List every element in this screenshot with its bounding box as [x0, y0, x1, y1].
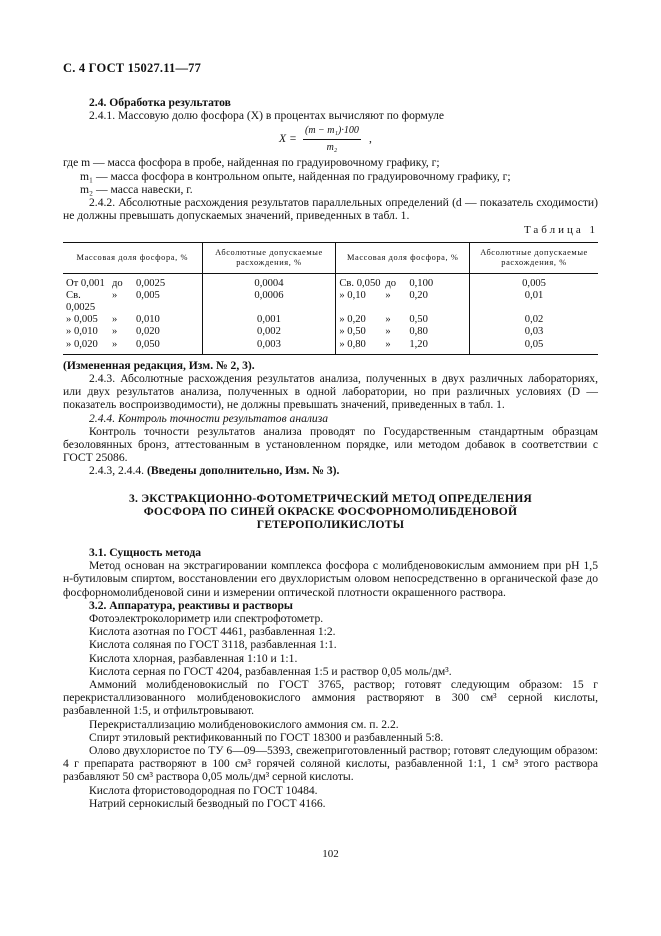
table-cell-tolerance: 0,001	[202, 314, 336, 326]
range-part: Св. 0,050	[339, 277, 381, 289]
paragraph-2-4-3: 2.4.3. Абсолютные расхождения результатов анализа, полученных в двух различных лабораториях, или двух результатов анализа, полученных в одной лаборатории, но при различных условиях (D — показатель воспроизводимости), не должны превышать значений, приведенных в табл. 1.	[63, 372, 598, 412]
table-cell-mass-fraction	[63, 326, 202, 338]
reagent-item: Кислота серная по ГОСТ 4204, разбавленная 1:5 и раствор 0,05 моль/дм³.	[89, 664, 452, 678]
reagent-item: Олово двухлористое по ТУ 6—09—5393, свежеприготовленный раствор; готовят следующим образом: 4 г препарата растворяют в 100 см³ горячей соляной кислоты, разбавленной 1:1, 1 см³ этого раствора разбавляют 50 см³ раствора 0,05 моль/дм³ серной кислоты.	[63, 743, 598, 784]
range-part: »	[112, 326, 118, 338]
table-header-mass-fraction-2: Массовая доля фосфора, %	[336, 242, 470, 273]
reagent-item: Перекристаллизацию молибденовокислого аммония см. п. 2.2.	[89, 717, 399, 731]
reagent-item: Кислота азотная по ГОСТ 4461, разбавленная 1:2.	[89, 625, 336, 639]
range-part: » 0,20	[339, 314, 366, 326]
section-3-title-line-1: 3. ЭКСТРАКЦИОННО-ФОТОМЕТРИЧЕСКИЙ МЕТОД ОПРЕДЕЛЕНИЯ	[129, 491, 532, 505]
table-cell-mass-fraction	[63, 273, 202, 290]
range-part: »	[385, 289, 391, 301]
table-row	[63, 314, 598, 326]
table-caption: Таблица 1	[523, 224, 598, 237]
section-3-title-line-2: ФОСФОРА ПО СИНЕЙ ОКРАСКЕ ФОСФОРНОМОЛИБДЕНОВОЙ	[143, 505, 518, 519]
formula-numerator: (m − m₁)·100	[303, 124, 361, 139]
range-part: 0,100	[409, 277, 434, 289]
table-row	[63, 290, 598, 314]
reagent-item: Аммоний молибденовокислый по ГОСТ 3765, раствор; готовят следующим образом: 15 г перекристаллизованного молибденовокислого аммония растворяют в 300 см³ серной кислоты, разбавленной 1:5, и отфильтровывают.	[63, 677, 598, 718]
table-cell-tolerance: 0,003	[202, 339, 336, 355]
table-cell-tolerance: 0,05	[470, 339, 598, 355]
formula-fraction	[303, 124, 361, 153]
range-part: 0,80	[409, 326, 428, 338]
range-part: »	[112, 289, 118, 301]
table-header-mass-fraction-1: Массовая доля фосфора, %	[63, 242, 202, 273]
table-row	[63, 326, 598, 338]
paragraph-3-1: Метод основан на экстрагировании комплекса фосфора с молибденовокислым аммонием при pH 1,5 н-бутиловым спиртом, восстановлении его двухлористым оловом непосредственно в органической фазе до фосфорномолибденовой сини и измерении оптической плотности окрашенного раствора.	[63, 559, 598, 599]
range-part: »	[112, 338, 118, 350]
amendment-note-1: (Измененная редакция, Изм. № 2, 3).	[63, 358, 255, 372]
table-cell-tolerance: 0,0006	[202, 290, 336, 314]
table-header-tolerance-2: Абсолютные допускаемые расхождения, %	[470, 242, 598, 273]
table-cell-mass-fraction	[336, 326, 470, 338]
table-cell-mass-fraction	[63, 290, 202, 314]
table-cell-tolerance: 0,01	[470, 290, 598, 314]
reagent-item: Кислота фтористоводородная по ГОСТ 10484.	[89, 783, 318, 797]
formula-tail: ,	[369, 132, 372, 146]
range-part: » 0,50	[339, 326, 366, 338]
table-cell-tolerance: 0,005	[470, 273, 598, 290]
range-part: 0,010	[136, 314, 160, 326]
range-part: » 0,010	[66, 326, 98, 338]
range-part: От 0,001	[66, 277, 105, 289]
range-part: »	[385, 314, 391, 326]
range-part: Св. 0,0025	[66, 289, 96, 314]
amendment-note-2	[63, 464, 598, 477]
paragraph-2-4-2: 2.4.2. Абсолютные расхождения результатов параллельных определений (d — показатель сходимости) не должны превышать допускаемых значений, приведенных в табл. 1.	[63, 196, 598, 223]
section-2-4-title: 2.4. Обработка результатов	[89, 96, 231, 109]
section-3-title-line-3: ГЕТЕРОПОЛИКИСЛОТЫ	[256, 518, 405, 532]
range-part: до	[385, 277, 397, 289]
range-part: 0,0025	[136, 277, 166, 289]
reagent-item: Фотоэлектроколориметр или спектрофотометр.	[89, 611, 324, 625]
amendment-note-2-refs: 2.4.3, 2.4.4.	[89, 464, 145, 478]
definition-m2: m₂ — масса навески, г.	[80, 182, 193, 196]
section-3-2-title: 3.2. Аппаратура, реактивы и растворы	[89, 598, 293, 612]
section-3-1-title: 3.1. Сущность метода	[89, 545, 202, 559]
table-cell-mass-fraction	[63, 339, 202, 355]
table-cell-tolerance: 0,03	[470, 326, 598, 338]
reagent-item: Спирт этиловый ректификованный по ГОСТ 18300 и разбавленный 5:8.	[89, 730, 444, 744]
table-cell-mass-fraction	[336, 339, 470, 355]
table-cell-mass-fraction	[336, 273, 470, 290]
amendment-note-2-text: (Введены дополнительно, Изм. № 3).	[146, 464, 340, 478]
table-cell-mass-fraction	[336, 314, 470, 326]
range-part: » 0,10	[339, 289, 366, 301]
range-part: 0,050	[136, 338, 160, 350]
range-part: до	[112, 277, 123, 289]
tolerance-table	[63, 242, 598, 355]
reagent-item: Натрий сернокислый безводный по ГОСТ 4166.	[89, 796, 326, 810]
formula-lhs: X =	[279, 132, 297, 146]
range-part: 1,20	[409, 338, 428, 350]
range-part: 0,50	[409, 314, 428, 326]
paragraph-2-4-4: Контроль точности результатов анализа проводят по Государственным стандартным образцам безоловянных бронз, аттестованным в установленном порядке, или методом добавок в соответствии с ГОСТ 25086.	[63, 424, 598, 465]
paragraph-2-4-4-title: 2.4.4. Контроль точности результатов анализа	[89, 411, 329, 425]
table-cell-tolerance: 0,0004	[202, 273, 336, 290]
range-part: »	[112, 314, 118, 326]
table-cell-tolerance: 0,02	[470, 314, 598, 326]
page-content	[63, 96, 598, 810]
formula-denominator: m₂	[326, 141, 338, 153]
table-header-tolerance-1: Абсолютные допускаемые расхождения, %	[202, 242, 336, 273]
range-part: »	[385, 326, 391, 338]
reagent-item: Кислота соляная по ГОСТ 3118, разбавленная 1:1.	[89, 638, 337, 652]
table-cell-mass-fraction	[63, 314, 202, 326]
variable-definitions	[63, 156, 598, 196]
range-part: 0,20	[409, 289, 428, 301]
definition-m: где m — масса фосфора в пробе, найденная по градуировочному графику, г;	[63, 156, 440, 170]
table-row	[63, 273, 598, 290]
formula	[63, 122, 598, 156]
definition-m1: m₁ — масса фосфора в контрольном опыте, найденная по градуировочному графику, г;	[80, 169, 511, 183]
range-part: » 0,020	[66, 338, 98, 350]
section-3-title	[63, 492, 598, 532]
page-header: С. 4 ГОСТ 15027.11—77	[63, 61, 202, 75]
paragraph-2-4-1: 2.4.1. Массовую долю фосфора (X) в процентах вычисляют по формуле	[89, 109, 445, 123]
range-part: » 0,005	[66, 314, 98, 326]
range-part: » 0,80	[339, 338, 366, 350]
table-row	[63, 339, 598, 355]
range-part: 0,005	[136, 289, 160, 301]
page-number: 102	[322, 848, 339, 860]
table-cell-tolerance: 0,002	[202, 326, 336, 338]
range-part: »	[385, 338, 391, 350]
reagent-item: Кислота хлорная, разбавленная 1:10 и 1:1.	[89, 651, 298, 665]
range-part: 0,020	[136, 326, 160, 338]
table-cell-mass-fraction	[336, 290, 470, 314]
